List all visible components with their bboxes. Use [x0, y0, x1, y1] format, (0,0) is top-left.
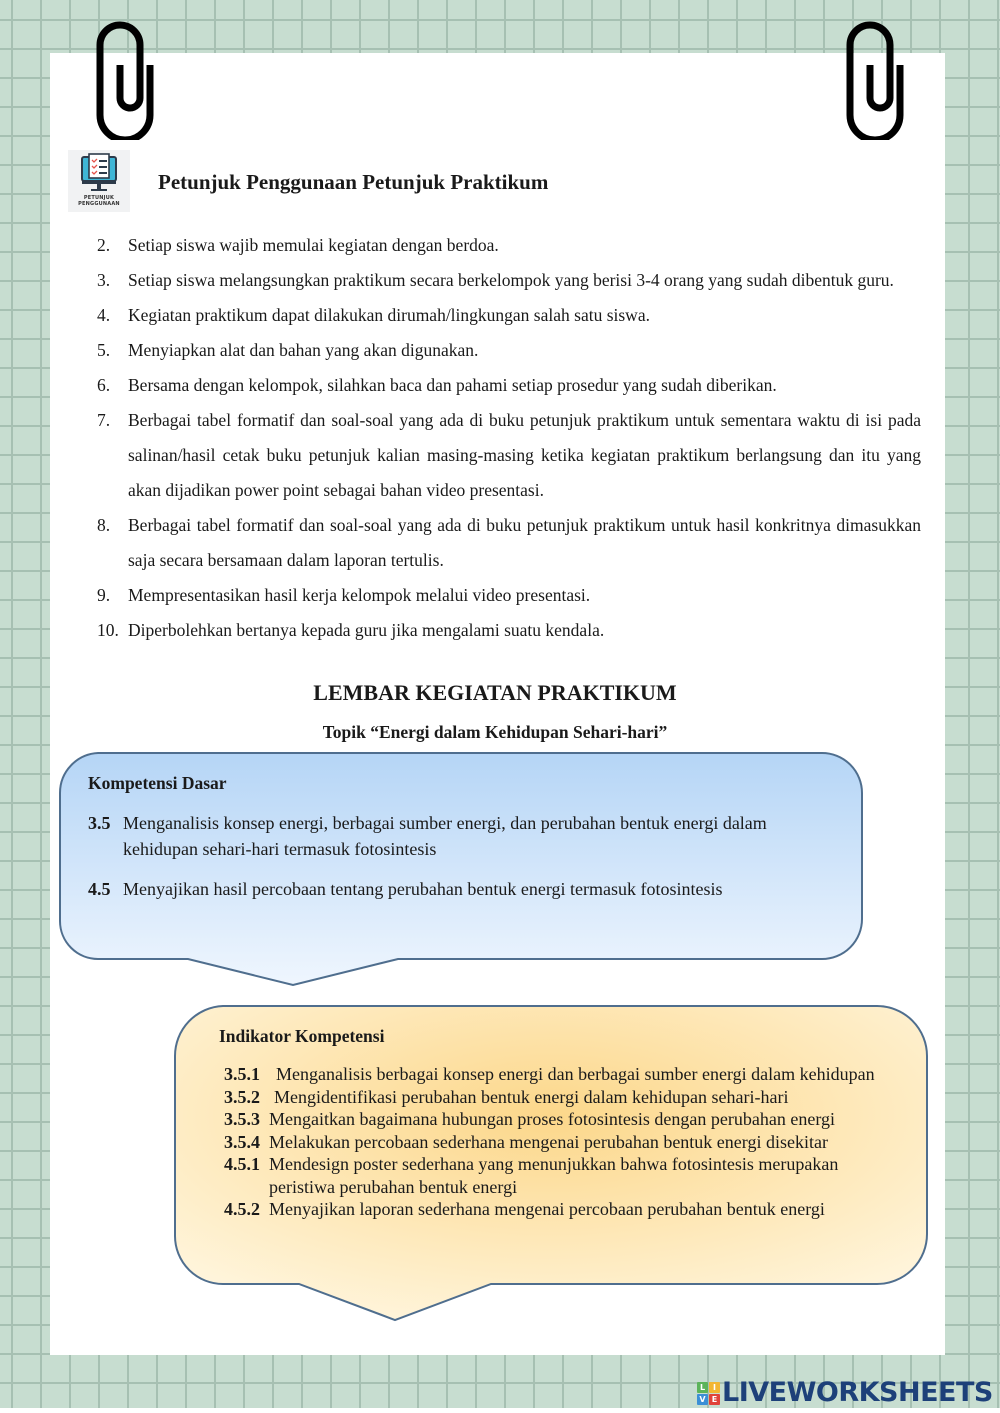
tile-e: E: [709, 1394, 720, 1405]
list-item: 2. Setiap siswa wajib memulai kegiatan dengan berdoa.: [97, 235, 499, 255]
instructions-monitor-icon: [68, 150, 130, 212]
indicator-item: 3.5.3 Mengaitkan bagaimana hubungan proses fotosintesis dengan perubahan energi: [224, 1109, 836, 1129]
indicator-item: 4.5.1 Mendesign poster sederhana yang menunjukkan bahwa fotosintesis merupakan peristiwa perubahan bentuk energi: [224, 1154, 839, 1197]
competency-item: 3.5 Menganalisis konsep energi, berbagai sumber energi, dan perubahan bentuk energi dalam kehidupan sehari-hari termasuk fotosintesis: [88, 813, 767, 859]
indicator-item: 4.5.2 Menyajikan laporan sederhana mengenai percobaan perubahan bentuk energi: [224, 1199, 825, 1219]
list-item: 3. Setiap siswa melangsungkan praktikum secara berkelompok yang berisi 3-4 orang yang sudah dibentuk guru.: [97, 270, 894, 290]
icon-caption: PETUNJUK PENGGUNAAN: [78, 195, 120, 207]
list-item: 8. Berbagai tabel formatif dan soal-soal yang ada di buku petunjuk praktikum untuk hasil konkritnya dimasukkan saja secara bersamaan dalam laporan tertulis.: [97, 515, 921, 570]
indicator-item: 3.5.4 Melakukan percobaan sederhana mengenai perubahan bentuk energi disekitar: [224, 1131, 828, 1152]
list-item: 10. Diperbolehkan bertanya kepada guru jika mengalami suatu kendala.: [97, 620, 605, 640]
liveworksheets-logo: [697, 1378, 993, 1408]
brand-name: LIVEWORKSHEETS: [722, 1377, 993, 1408]
indicator-item: 3.5.2 Mengidentifikasi perubahan bentuk energi dalam kehidupan sehari-hari: [224, 1086, 789, 1107]
indicator-item: 3.5.1 Menganalisis berbagai konsep energi dan berbagai sumber energi dalam kehidupan: [224, 1064, 875, 1084]
tile-i: I: [709, 1382, 720, 1393]
competency-item: 4.5 Menyajikan hasil percobaan tentang perubahan bentuk energi termasuk fotosintesis: [88, 879, 723, 899]
list-item: 9. Mempresentasikan hasil kerja kelompok melalui video presentasi.: [97, 585, 591, 605]
list-item: 6. Bersama dengan kelompok, silahkan baca dan pahami setiap prosedur yang sudah diberikan.: [97, 375, 777, 395]
worksheet-topic: Topik “Energi dalam Kehidupan Sehari-hari”: [322, 722, 668, 742]
tile-l: L: [697, 1382, 708, 1393]
list-item: 4. Kegiatan praktikum dapat dilakukan dirumah/lingkungan salah satu siswa.: [97, 305, 650, 325]
worksheet-title: LEMBAR KEGIATAN PRAKTIKUM: [313, 680, 677, 705]
kompetensi-dasar-callout: [58, 751, 864, 989]
paperclip-icon: [845, 20, 907, 140]
list-item: 7. Berbagai tabel formatif dan soal-soal yang ada di buku petunjuk praktikum untuk sementara waktu di isi pada salinan/hasil cetak buku petunjuk kalian masing-masing ketika kegiatan praktikum berlangsung dan itu yang akan dijadikan power point sebagai bahan video presentasi.: [97, 410, 921, 500]
indikator-kompetensi-callout: [173, 1004, 929, 1324]
live-logo-icon: [697, 1382, 720, 1405]
instruction-list: [97, 228, 921, 648]
section-title: Petunjuk Penggunaan Petunjuk Praktikum: [158, 170, 549, 194]
tile-v: V: [697, 1394, 708, 1405]
kompetensi-dasar-title: Kompetensi Dasar: [88, 773, 227, 793]
indikator-kompetensi-title: Indikator Kompetensi: [219, 1026, 385, 1046]
list-item: 5. Menyiapkan alat dan bahan yang akan digunakan.: [97, 340, 479, 360]
paperclip-icon: [95, 20, 157, 140]
